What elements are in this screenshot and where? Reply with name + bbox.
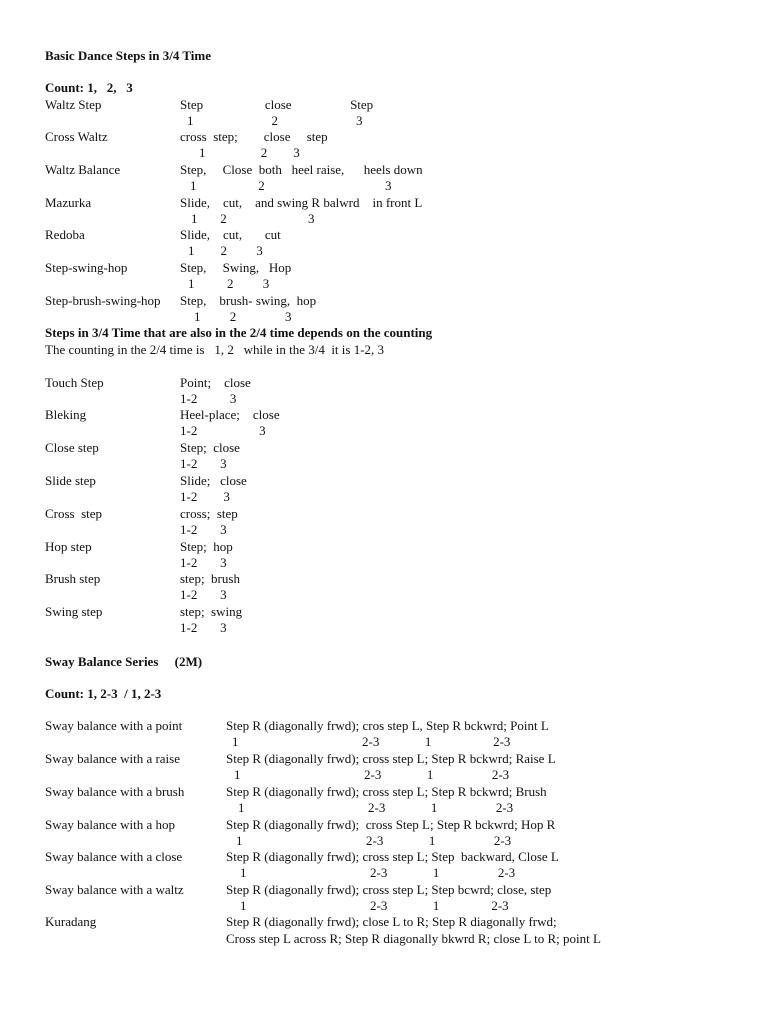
sway-step-description: Step R (diagonally frwd); cross step L; Step backward, Close L bbox=[226, 849, 559, 864]
step-description: cross; step bbox=[180, 506, 238, 521]
step-count: 1-2 3 bbox=[180, 555, 227, 570]
step-count: 1 2 3 bbox=[187, 113, 363, 128]
step-name: Hop step bbox=[45, 539, 92, 554]
step-count: 1 2 3 bbox=[191, 211, 315, 226]
section2-note: The counting in the 2/4 time is 1, 2 while in the 3/4 it is 1-2, 3 bbox=[45, 342, 385, 357]
step-name: Slide step bbox=[45, 473, 96, 488]
sway-step-count: 1 2-3 1 2-3 bbox=[234, 767, 510, 782]
step-description: cross step; close step bbox=[180, 129, 328, 144]
sway-step-description: Step R (diagonally frwd); cros step L, Step R bckwrd; Point L bbox=[226, 718, 549, 733]
kuradang-name: Kuradang bbox=[45, 914, 97, 929]
step-name: Cross step bbox=[45, 506, 103, 521]
step-name: Mazurka bbox=[45, 195, 92, 210]
step-count: 1-2 3 bbox=[180, 456, 227, 471]
step-description: Step; close bbox=[180, 440, 240, 455]
sway-step-name: Sway balance with a raise bbox=[45, 751, 181, 766]
step-name: Step-brush-swing-hop bbox=[45, 293, 161, 308]
document-title: Basic Dance Steps in 3/4 Time bbox=[45, 48, 212, 63]
step-description: step; swing bbox=[180, 604, 243, 619]
sway-heading: Sway Balance Series (2M) bbox=[45, 654, 203, 669]
step-name: Redoba bbox=[45, 227, 85, 242]
step-count: 1 2 3 bbox=[199, 145, 300, 160]
step-count: 1 2 3 bbox=[188, 276, 270, 291]
sway-step-description: Step R (diagonally frwd); cross step L; Step R bckwrd; Raise L bbox=[226, 751, 556, 766]
step-description: Step; hop bbox=[180, 539, 233, 554]
sway-step-description: Step R (diagonally frwd); cross step L; Step R bckwrd; Brush bbox=[226, 784, 547, 799]
section2-heading: Steps in 3/4 Time that are also in the 2/4 time depends on the counting bbox=[45, 325, 433, 340]
sway-step-name: Sway balance with a waltz bbox=[45, 882, 184, 897]
step-count: 1-2 3 bbox=[180, 620, 227, 635]
sway-step-count: 1 2-3 1 2-3 bbox=[240, 898, 509, 913]
step-count: 1-2 3 bbox=[180, 522, 227, 537]
sway-step-name: Sway balance with a hop bbox=[45, 817, 175, 832]
step-name: Waltz Balance bbox=[45, 162, 121, 177]
step-description: Point; close bbox=[180, 375, 251, 390]
step-name: Step-swing-hop bbox=[45, 260, 128, 275]
step-description: Slide, cut, cut bbox=[180, 227, 281, 242]
step-description: step; brush bbox=[180, 571, 240, 586]
step-description: Slide; close bbox=[180, 473, 247, 488]
sway-step-count: 1 2-3 1 2-3 bbox=[240, 865, 516, 880]
kuradang-line1: Step R (diagonally frwd); close L to R; Step R diagonally frwd; bbox=[226, 914, 557, 929]
step-description: Step, Swing, Hop bbox=[180, 260, 292, 275]
step-name: Waltz Step bbox=[45, 97, 102, 112]
sway-count-heading: Count: 1, 2-3 / 1, 2-3 bbox=[45, 686, 162, 701]
step-name: Touch Step bbox=[45, 375, 104, 390]
sway-step-description: Step R (diagonally frwd); cross step L; Step bcwrd; close, step bbox=[226, 882, 552, 897]
step-name: Bleking bbox=[45, 407, 87, 422]
step-name: Brush step bbox=[45, 571, 101, 586]
sway-step-name: Sway balance with a brush bbox=[45, 784, 185, 799]
step-count: 1-2 3 bbox=[180, 489, 230, 504]
step-name: Cross Waltz bbox=[45, 129, 108, 144]
step-description: Slide, cut, and swing R balwrd in front L bbox=[180, 195, 423, 210]
sway-step-name: Sway balance with a point bbox=[45, 718, 183, 733]
step-count: 1 2 3 bbox=[188, 243, 263, 258]
step-description: Step close Step bbox=[180, 97, 374, 112]
step-count: 1-2 3 bbox=[180, 391, 237, 406]
sway-step-count: 1 2-3 1 2-3 bbox=[238, 800, 514, 815]
sway-step-name: Sway balance with a close bbox=[45, 849, 183, 864]
step-description: Step, Close both heel raise, heels down bbox=[180, 162, 423, 177]
kuradang-line2: Cross step L across R; Step R diagonally bkwrd R; close L to R; point L bbox=[226, 931, 601, 946]
count-heading: Count: 1, 2, 3 bbox=[45, 80, 133, 95]
sway-step-count: 1 2-3 1 2-3 bbox=[236, 833, 512, 848]
sway-step-count: 1 2-3 1 2-3 bbox=[232, 734, 511, 749]
step-count: 1-2 3 bbox=[180, 587, 227, 602]
step-name: Swing step bbox=[45, 604, 103, 619]
step-description: Step, brush- swing, hop bbox=[180, 293, 317, 308]
step-description: Heel-place; close bbox=[180, 407, 280, 422]
sway-step-description: Step R (diagonally frwd); cross Step L; Step R bckwrd; Hop R bbox=[226, 817, 556, 832]
step-count: 1-2 3 bbox=[180, 423, 266, 438]
step-count: 1 2 3 bbox=[194, 309, 292, 324]
step-count: 1 2 3 bbox=[190, 178, 392, 193]
step-name: Close step bbox=[45, 440, 99, 455]
